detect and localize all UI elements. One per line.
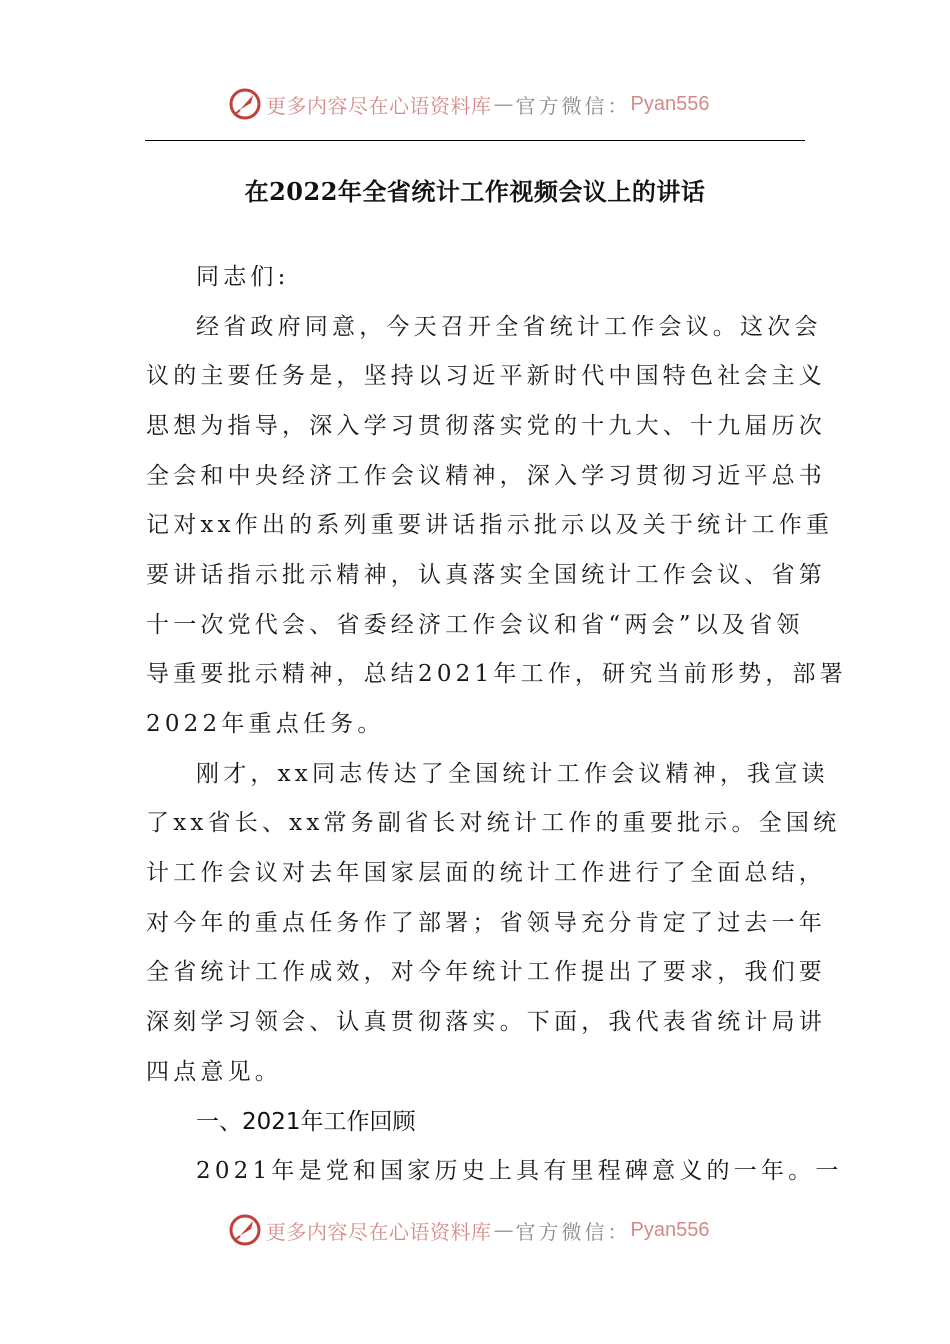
watermark-official: 官方微信：: [515, 93, 631, 118]
body-line: 全省统计工作成效，对今年统计工作提出了要求，我们要: [146, 959, 826, 985]
body-line: 导重要批示精神，总结2021年工作，研究当前形势，部署: [146, 661, 847, 687]
body-line: 思想为指导，深入学习贯彻落实党的十九大、十九届历次: [146, 413, 826, 439]
body-line: 了xx省长、xx常务副省长对统计工作的重要批示。全国统: [146, 810, 841, 836]
body-line: 四点意见。: [146, 1059, 282, 1085]
header-rule: [145, 140, 805, 141]
body-line: 计工作会议对去年国家层面的统计工作进行了全面总结，: [146, 860, 826, 886]
document-title: 在2022年全省统计工作视频会议上的讲话: [244, 177, 706, 206]
watermark-dash: —: [493, 1218, 514, 1242]
watermark-official: 官方微信：: [515, 1219, 631, 1244]
watermark-text: 更多内容尽在心语资料库: [266, 1219, 492, 1244]
body-line: 深刻学习领会、认真贯彻落实。下面，我代表省统计局讲: [146, 1009, 826, 1035]
watermark-text: 更多内容尽在心语资料库: [266, 93, 492, 118]
body-line: 十一次党代会、省委经济工作会议和省“两会”以及省领: [146, 612, 804, 638]
body-line: 同志们:: [196, 264, 290, 290]
body-line: 要讲话指示批示精神，认真落实全国统计工作会议、省第: [146, 562, 826, 588]
body-line: 全会和中央经济工作会议精神，深入学习贯彻习近平总书: [146, 463, 826, 489]
body-line: 经省政府同意，今天召开全省统计工作会议。这次会: [196, 314, 822, 340]
watermark-banner-top: [0, 84, 950, 124]
body-line: 2022年重点任务。: [146, 711, 385, 737]
body-line: 刚才，xx同志传达了全国统计工作会议精神，我宣读: [196, 761, 829, 787]
watermark-handle: Pyan556: [630, 92, 710, 115]
body-line: 2021年是党和国家历史上具有里程碑意义的一年。一: [196, 1158, 843, 1184]
quill-logo-icon: [228, 87, 262, 121]
watermark-banner-bottom: [0, 1210, 950, 1250]
watermark-dash: —: [493, 92, 514, 116]
watermark-handle: Pyan556: [630, 1218, 710, 1241]
body-line: 记对xx作出的系列重要讲话指示批示以及关于统计工作重: [146, 512, 834, 538]
quill-logo-icon: [228, 1213, 262, 1247]
body-line: 议的主要任务是，坚持以习近平新时代中国特色社会主义: [146, 363, 826, 389]
body-line: 对今年的重点任务作了部署；省领导充分肯定了过去一年: [146, 910, 826, 936]
section-heading: 一、2021年工作回顾: [196, 1109, 416, 1135]
